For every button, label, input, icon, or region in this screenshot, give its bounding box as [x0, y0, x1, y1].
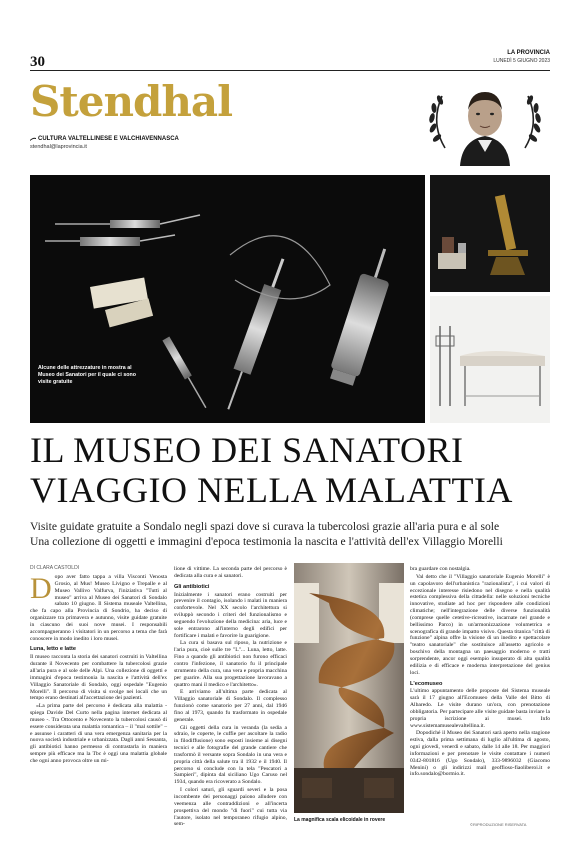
byline: DI CLARA CASTOLDI: [30, 565, 80, 571]
paragraph: Val detto che il "Villaggio sanatoriale Eugenio Morelli" è un capolavoro dell'urbanistica "razionalista", i cui valori di eccezionale interesse risiedono nel disegno e nella qualità estetica complessiva della cittadella: nelle soluzioni tecniche innovative, studiate ad hoc per rispondere alle condizioni climatiche; nell'integrazione delle diverse funzionalità (comprese quelle cetetive-ricreative, incarnate nel grande e bellissimo Parco) in un'armonizzazione volumetrica e scenografica di grande impatto visivo. Questa titanica "città di funzione" alpina offre la visione di un inedito e spettacolare "teatro sanatoriale" che sostituisce all'assetto agricolo e boschivo della montagna un paesaggio moderno e tratti sorprendente, ancor oggi esempio insuperato di alta qualità edilizia e di efficace e moderna interpretazione del genius loci.: [410, 573, 550, 676]
masthead-subtitle: CULTURA VALTELLINESE E VALCHIAVENNASCA: [38, 136, 179, 142]
header-rule: [30, 70, 550, 71]
side-photo-bed: [430, 296, 550, 423]
paragraph: Il museo racconta la storia dei sanatori costruiti in Valtellina durante il Novecento per combattere la tubercolosi grazie all'aria pura e al sole delle Alpi. Una collezione di oggetti e immagini d'epoca testimonia la nascita e l'attività dell'ex Villaggio Sanatoriale di Sondalo, oggi ospedale "Eugenio Morelli". Il percorso di visita si svolge nei locali che un tempo erano destinati all'accettazione dei pazienti.: [30, 654, 167, 702]
paragraph: I colori saturi, gli sguardi severi e la posa incombente dei personaggi paiono alludere con veemenza alle contraddizioni e all'incerta prospettiva del mondo "di fuori" cui tutta via l'autore, isolato nel temporaneo rifugio alpino, sem-: [174, 787, 287, 828]
page-number: 30: [30, 54, 45, 70]
copyright-notice: ©RIPRODUZIONE RISERVATA: [470, 822, 527, 827]
paragraph: La cura si basava sul riposo, la nutrizione e l'aria pura, cioè sulle tre "L"... Luna, letto, latte. Fino a quando gli antibiotici non furono efficaci contro l'infezione, il sanatorio fu il principale strumento della cura, una vera e propria macchina per guarire. Alla sua progettazione lavoravano a quattro mani il medico e l'architetto».: [174, 640, 287, 688]
headline-line-1: IL MUSEO DEI SANATORI: [30, 430, 464, 470]
article-headline: [30, 430, 550, 510]
staircase-caption: La magnifica scala elicoidale in rovere: [294, 817, 386, 823]
subheading: L'ecomuseo: [410, 680, 443, 687]
paragraph: opo aver fatto tappa a villa Visconti Venosta Grosio, al Mus! Museo Livigno e Trepalle e al Museo Vallivo Valfurva, l'iniziativa "Tutti al museo" arriva al Museo dei Sanatori di Sondalo sabato 10 giugno. Il Sistema museale Valtellina, che fa capo alla Provincia di Sondrio, ha deciso di organizzare tra primavera e autunno, visite guidate gratuite in ciascuno dei suoi nove musei. I responsabili accompagneranno i visitatori in un percorso a tema che farà conoscere in modo inedito i loro musei.: [30, 574, 167, 642]
paragraph: lione di vittime. La seconda parte del percorso è dedicata alla cura e ai sanatori.: [174, 566, 287, 579]
paragraph: «La prima parte del percorso è dedicata alla malattia - spiega Davide Del Curto nella pagina internet dedicata al museo -. Tra Ottocento e Novecento la tubercolosi causò di essere considerata una malattia romantica – il "mal sottile" – e assunse i caratteri di una vera emergenza sanitaria per la nuova società industriale e urbanizzata. Dagli anni Sessanta, gli antibiotici hanno permesso di contrastarla in maniera sempre più efficace ma la Tbc è oggi una malattia globale che ogni anno provoca oltre un mi-: [30, 703, 167, 764]
newspaper-brand: LA PROVINCIA: [507, 50, 550, 56]
subheading: Luna, letto e latte: [30, 646, 76, 653]
article-column-3: [410, 566, 550, 779]
deck-line-1: Visite guidate gratuite a Sondalo negli spazi dove si curava la tubercolosi grazie all'aria pura e al sole: [30, 520, 500, 533]
subheading: Gli antibiotici: [174, 583, 210, 590]
paragraph: E arriviamo all'ultima parte dedicata al Villaggio sanatoriale di Sondalo. Il complesso funzionò come sanatorio per 27 anni, dal 1946 fino al 1973, quando fu trasformato in ospedale generale.: [174, 689, 287, 723]
stendhal-portrait: [420, 78, 550, 166]
paragraph: Dopodiché il Museo dei Sanatori sarà aperto nella stagione estiva, dalla prima settimana di luglio all'ultima di agosto, ogni giovedì, venerdì e sabato, dalle 14 alle 18. Per maggiori informazioni e per prenotare le visite contattare i numeri 0342-801816 (Ugo Sondalo), 333-9896032 (Giacomo Menini) o gli indirizzi mail geoffioso-fiaoliberoi.it e info.sondalo@bormio.it.: [410, 730, 550, 778]
masthead-title: Stendhal: [30, 77, 233, 126]
paragraph: bra guardare con nostalgia.: [410, 566, 471, 572]
deck-line-2: Una collezione di oggetti e immagini d'epoca testimonia la nascita e l'attività dell'ex Villaggio Morelli: [30, 535, 503, 548]
paragraph: Inizialmente i sanatori erano costruiti per prevenire il contagio, isolando i malati in maniera confortevole. Nel XX secolo l'architettura si sviluppò secondo i criteri del funzionalismo e seguendo l'evoluzione della medicina: aria, luce e sole entrarono all'interno degli edifici per fortificare i malati e favorire la guarigione.: [174, 591, 287, 639]
paragraph: L'ultimo appuntamento delle proposte del Sistema museale sarà il 17 giugno all'Ecomuseo della Valle del Bitto di Albaredo. Le visite durano un'ora, con prenotazione obbligatoria. Per partecipare alle visite guidate basta inviare la propria iscrizione ai musei. Info www.sistemamusealevaltellina.it.: [410, 688, 550, 729]
article-deck: [30, 519, 555, 549]
masthead-email: stendhal@laprovincia.it: [30, 144, 87, 150]
section-mark-icon: [30, 137, 36, 141]
headline-line-2: VIAGGIO NELLA MALATTIA: [30, 470, 513, 510]
issue-date: LUNEDÌ 5 GIUGNO 2023: [493, 58, 550, 64]
paragraph: Gli oggetti della cura in veranda (la sedia a sdraio, le coperte, le cuffie per ascoltare la radio in filodiffusione) sono esposti insieme ai disegni tecnici e alle fotografie del grande cantiere che trasformò il versante sopra Sondalo in una vera e propria città della salute tra il 1932 e il 1940. Il percorso si conclude con la tela "Pescatori a Sampieri", dipinta dal siciliano Ugo Caruso nel 1934, quando era ricoverato a Sondalo.: [174, 724, 287, 786]
side-photo-microscope: [430, 175, 550, 292]
staircase-photo: [294, 563, 404, 813]
main-photo-caption: Alcune delle attrezzature in mostra al Museo dei Sanatori per il quale ci sono visite gratuite: [38, 365, 137, 385]
article-column-1: [30, 574, 167, 766]
article-column-2: [174, 566, 287, 829]
drop-cap: D: [30, 572, 52, 605]
